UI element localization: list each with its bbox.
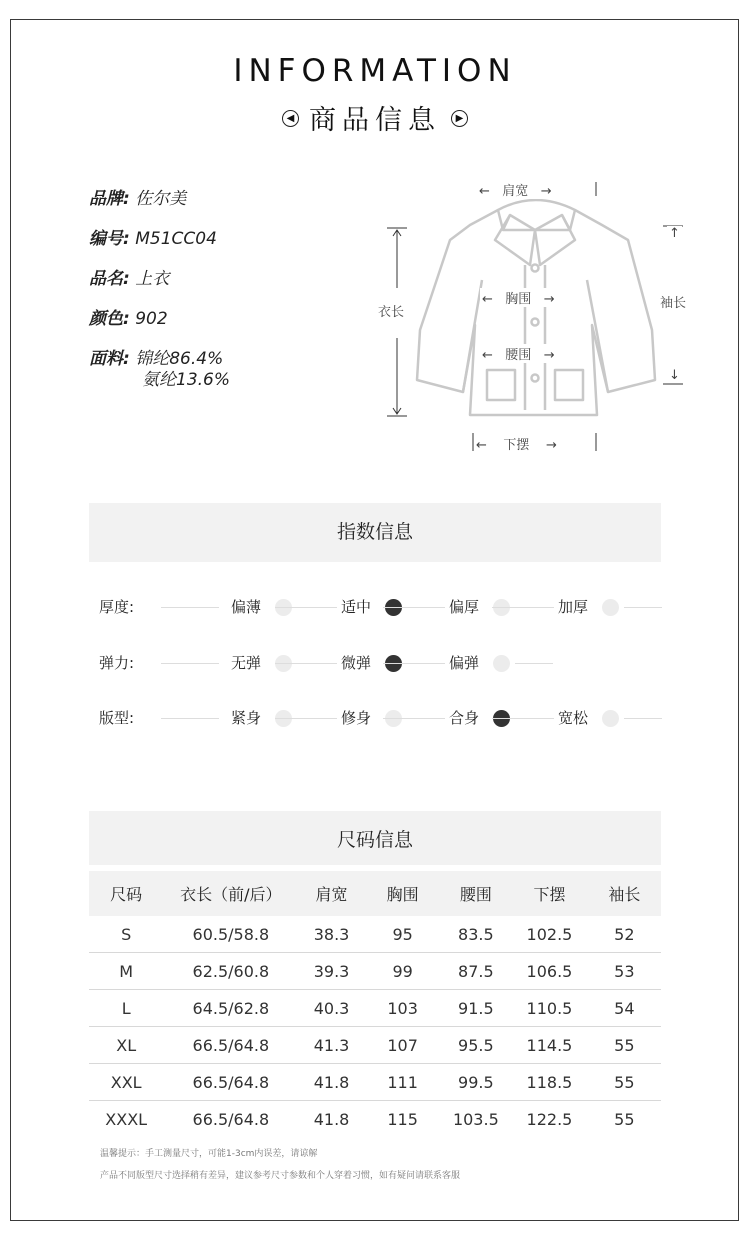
index-row	[99, 652, 669, 676]
index-dot	[602, 599, 619, 616]
index-option: 适中	[341, 598, 372, 616]
size-header-cell: 下摆	[511, 871, 587, 916]
size-cell: 111	[365, 1064, 441, 1101]
index-option: 偏弹	[449, 654, 480, 672]
info-fabric-value-1: 锦纶86.4%	[135, 349, 224, 369]
size-cell: S	[89, 916, 163, 953]
index-row	[99, 707, 669, 731]
table-row	[89, 953, 661, 990]
size-cell: 91.5	[440, 990, 511, 1027]
info-color-value: 902	[135, 309, 168, 329]
size-header-cell: 袖长	[588, 871, 661, 916]
note-line-1: 温馨提示：手工测量尺寸，可能1-3cm内误差，请谅解	[100, 1149, 318, 1159]
size-header-cell: 肩宽	[298, 871, 364, 916]
info-brand-value: 佐尔美	[135, 189, 187, 209]
index-line	[383, 607, 445, 608]
index-line	[515, 663, 553, 664]
index-line	[275, 718, 337, 719]
info-color	[89, 304, 168, 329]
size-cell: 64.5/62.8	[163, 990, 298, 1027]
index-row-label: 版型:	[99, 709, 135, 727]
size-cell: 66.5/64.8	[163, 1027, 298, 1064]
size-cell: 41.8	[298, 1064, 364, 1101]
index-dot	[493, 655, 510, 672]
size-cell: 39.3	[298, 953, 364, 990]
size-cell: 62.5/60.8	[163, 953, 298, 990]
size-cell: 60.5/58.8	[163, 916, 298, 953]
size-cell: 83.5	[440, 916, 511, 953]
index-row	[99, 596, 669, 620]
diagram-hem-label: ← 下摆 →	[474, 434, 559, 453]
index-line	[383, 663, 445, 664]
index-option: 紧身	[231, 709, 262, 727]
size-cell: 103.5	[452, 1109, 499, 1129]
size-cell: 66.5/64.8	[192, 1109, 270, 1129]
sleeve-down-arrow-icon: ↓	[669, 368, 680, 383]
size-cell: L	[89, 990, 163, 1027]
table-row	[89, 1027, 661, 1064]
index-line	[383, 718, 445, 719]
size-header-cell: 腰围	[440, 871, 511, 916]
diagram-chest-label: ← 胸围 →	[480, 288, 557, 307]
info-brand-label: 品牌:	[89, 189, 130, 209]
garment-diagram	[370, 170, 700, 470]
size-cell: 106.5	[511, 953, 587, 990]
info-code-label: 编号:	[89, 229, 130, 249]
diagram-length-label: 衣长	[376, 301, 406, 320]
title-chinese-text: 商品信息	[309, 105, 441, 136]
index-option: 偏厚	[449, 598, 480, 616]
index-row-label: 弹力:	[99, 654, 135, 672]
index-line	[275, 663, 337, 664]
index-line	[161, 607, 219, 608]
arrow-left-icon: ◀	[282, 110, 299, 127]
info-fabric-2	[142, 365, 230, 390]
size-cell: M	[89, 953, 163, 990]
info-code-value: M51CC04	[135, 229, 217, 249]
index-line	[492, 718, 554, 719]
arrow-right-icon: ▶	[451, 110, 468, 127]
size-cell: 55	[588, 1027, 661, 1064]
size-cell: 115	[387, 1109, 418, 1129]
size-cell: 87.5	[440, 953, 511, 990]
index-line	[275, 607, 337, 608]
info-color-label: 颜色:	[89, 309, 130, 329]
size-cell: 52	[588, 916, 661, 953]
size-cell: 118.5	[511, 1064, 587, 1101]
size-section-title: 尺码信息	[89, 811, 661, 865]
title-chinese	[0, 98, 750, 137]
size-cell: 41.8	[313, 1109, 350, 1129]
size-cell: 102.5	[511, 916, 587, 953]
index-option: 加厚	[558, 598, 589, 616]
diagram-shoulder-label: ← 肩宽 →	[477, 180, 554, 199]
index-line	[161, 663, 219, 664]
info-name-value: 上衣	[135, 269, 170, 289]
info-fabric-value-2: 氨纶13.6%	[142, 370, 231, 390]
size-cell: 38.3	[298, 916, 364, 953]
index-option: 修身	[341, 709, 372, 727]
index-section-title: 指数信息	[89, 503, 661, 562]
index-line	[492, 607, 554, 608]
size-cell: 107	[365, 1027, 441, 1064]
index-line	[161, 718, 219, 719]
index-line	[624, 718, 662, 719]
size-cell: 66.5/64.8	[163, 1064, 298, 1101]
size-cell: 55	[614, 1109, 635, 1129]
info-code	[89, 224, 217, 249]
size-table-header	[89, 871, 661, 916]
size-cell: 95.5	[440, 1027, 511, 1064]
info-brand	[89, 184, 186, 209]
jacket-outline-icon	[370, 170, 700, 470]
table-row	[89, 1064, 661, 1101]
index-dot	[602, 710, 619, 727]
size-cell: 103	[365, 990, 441, 1027]
index-option: 无弹	[231, 654, 262, 672]
size-table	[89, 871, 661, 1137]
info-name-label: 品名:	[89, 269, 130, 289]
index-option: 偏薄	[231, 598, 262, 616]
size-table-body	[89, 916, 661, 1137]
diagram-sleeve-label: 袖长	[658, 292, 688, 311]
size-cell: 53	[588, 953, 661, 990]
index-option: 微弹	[341, 654, 372, 672]
table-row	[89, 1101, 661, 1138]
sleeve-up-arrow-icon: ↑	[669, 226, 680, 241]
size-cell: 99	[365, 953, 441, 990]
info-fabric-label: 面料:	[89, 349, 130, 369]
size-cell: 122.5	[526, 1109, 573, 1129]
size-cell: 110.5	[511, 990, 587, 1027]
size-header-cell: 衣长（前/后）	[163, 871, 298, 916]
size-header-cell: 胸围	[365, 871, 441, 916]
index-line	[624, 607, 662, 608]
size-cell: 40.3	[298, 990, 364, 1027]
size-cell: 54	[588, 990, 661, 1027]
table-row	[89, 916, 661, 953]
info-name	[89, 264, 169, 289]
title-english: INFORMATION	[233, 53, 517, 89]
table-row	[89, 990, 661, 1027]
index-option: 宽松	[558, 709, 589, 727]
size-cell: XXL	[89, 1064, 163, 1101]
size-header-cell: 尺码	[89, 871, 163, 916]
size-cell: 55	[588, 1064, 661, 1101]
index-option: 合身	[449, 709, 480, 727]
index-row-label: 厚度:	[99, 598, 135, 616]
size-cell: 41.3	[298, 1027, 364, 1064]
size-cell: 114.5	[511, 1027, 587, 1064]
size-cell: XL	[89, 1027, 163, 1064]
diagram-waist-label: ← 腰围 →	[480, 344, 557, 363]
size-cell: 99.5	[440, 1064, 511, 1101]
size-cell: 95	[365, 916, 441, 953]
note-line-2: 产品不同版型尺寸选择稍有差异，建议参考尺寸参数和个人穿着习惯，如有疑问请联系客服	[100, 1171, 461, 1181]
size-cell: XXXL	[105, 1109, 148, 1129]
